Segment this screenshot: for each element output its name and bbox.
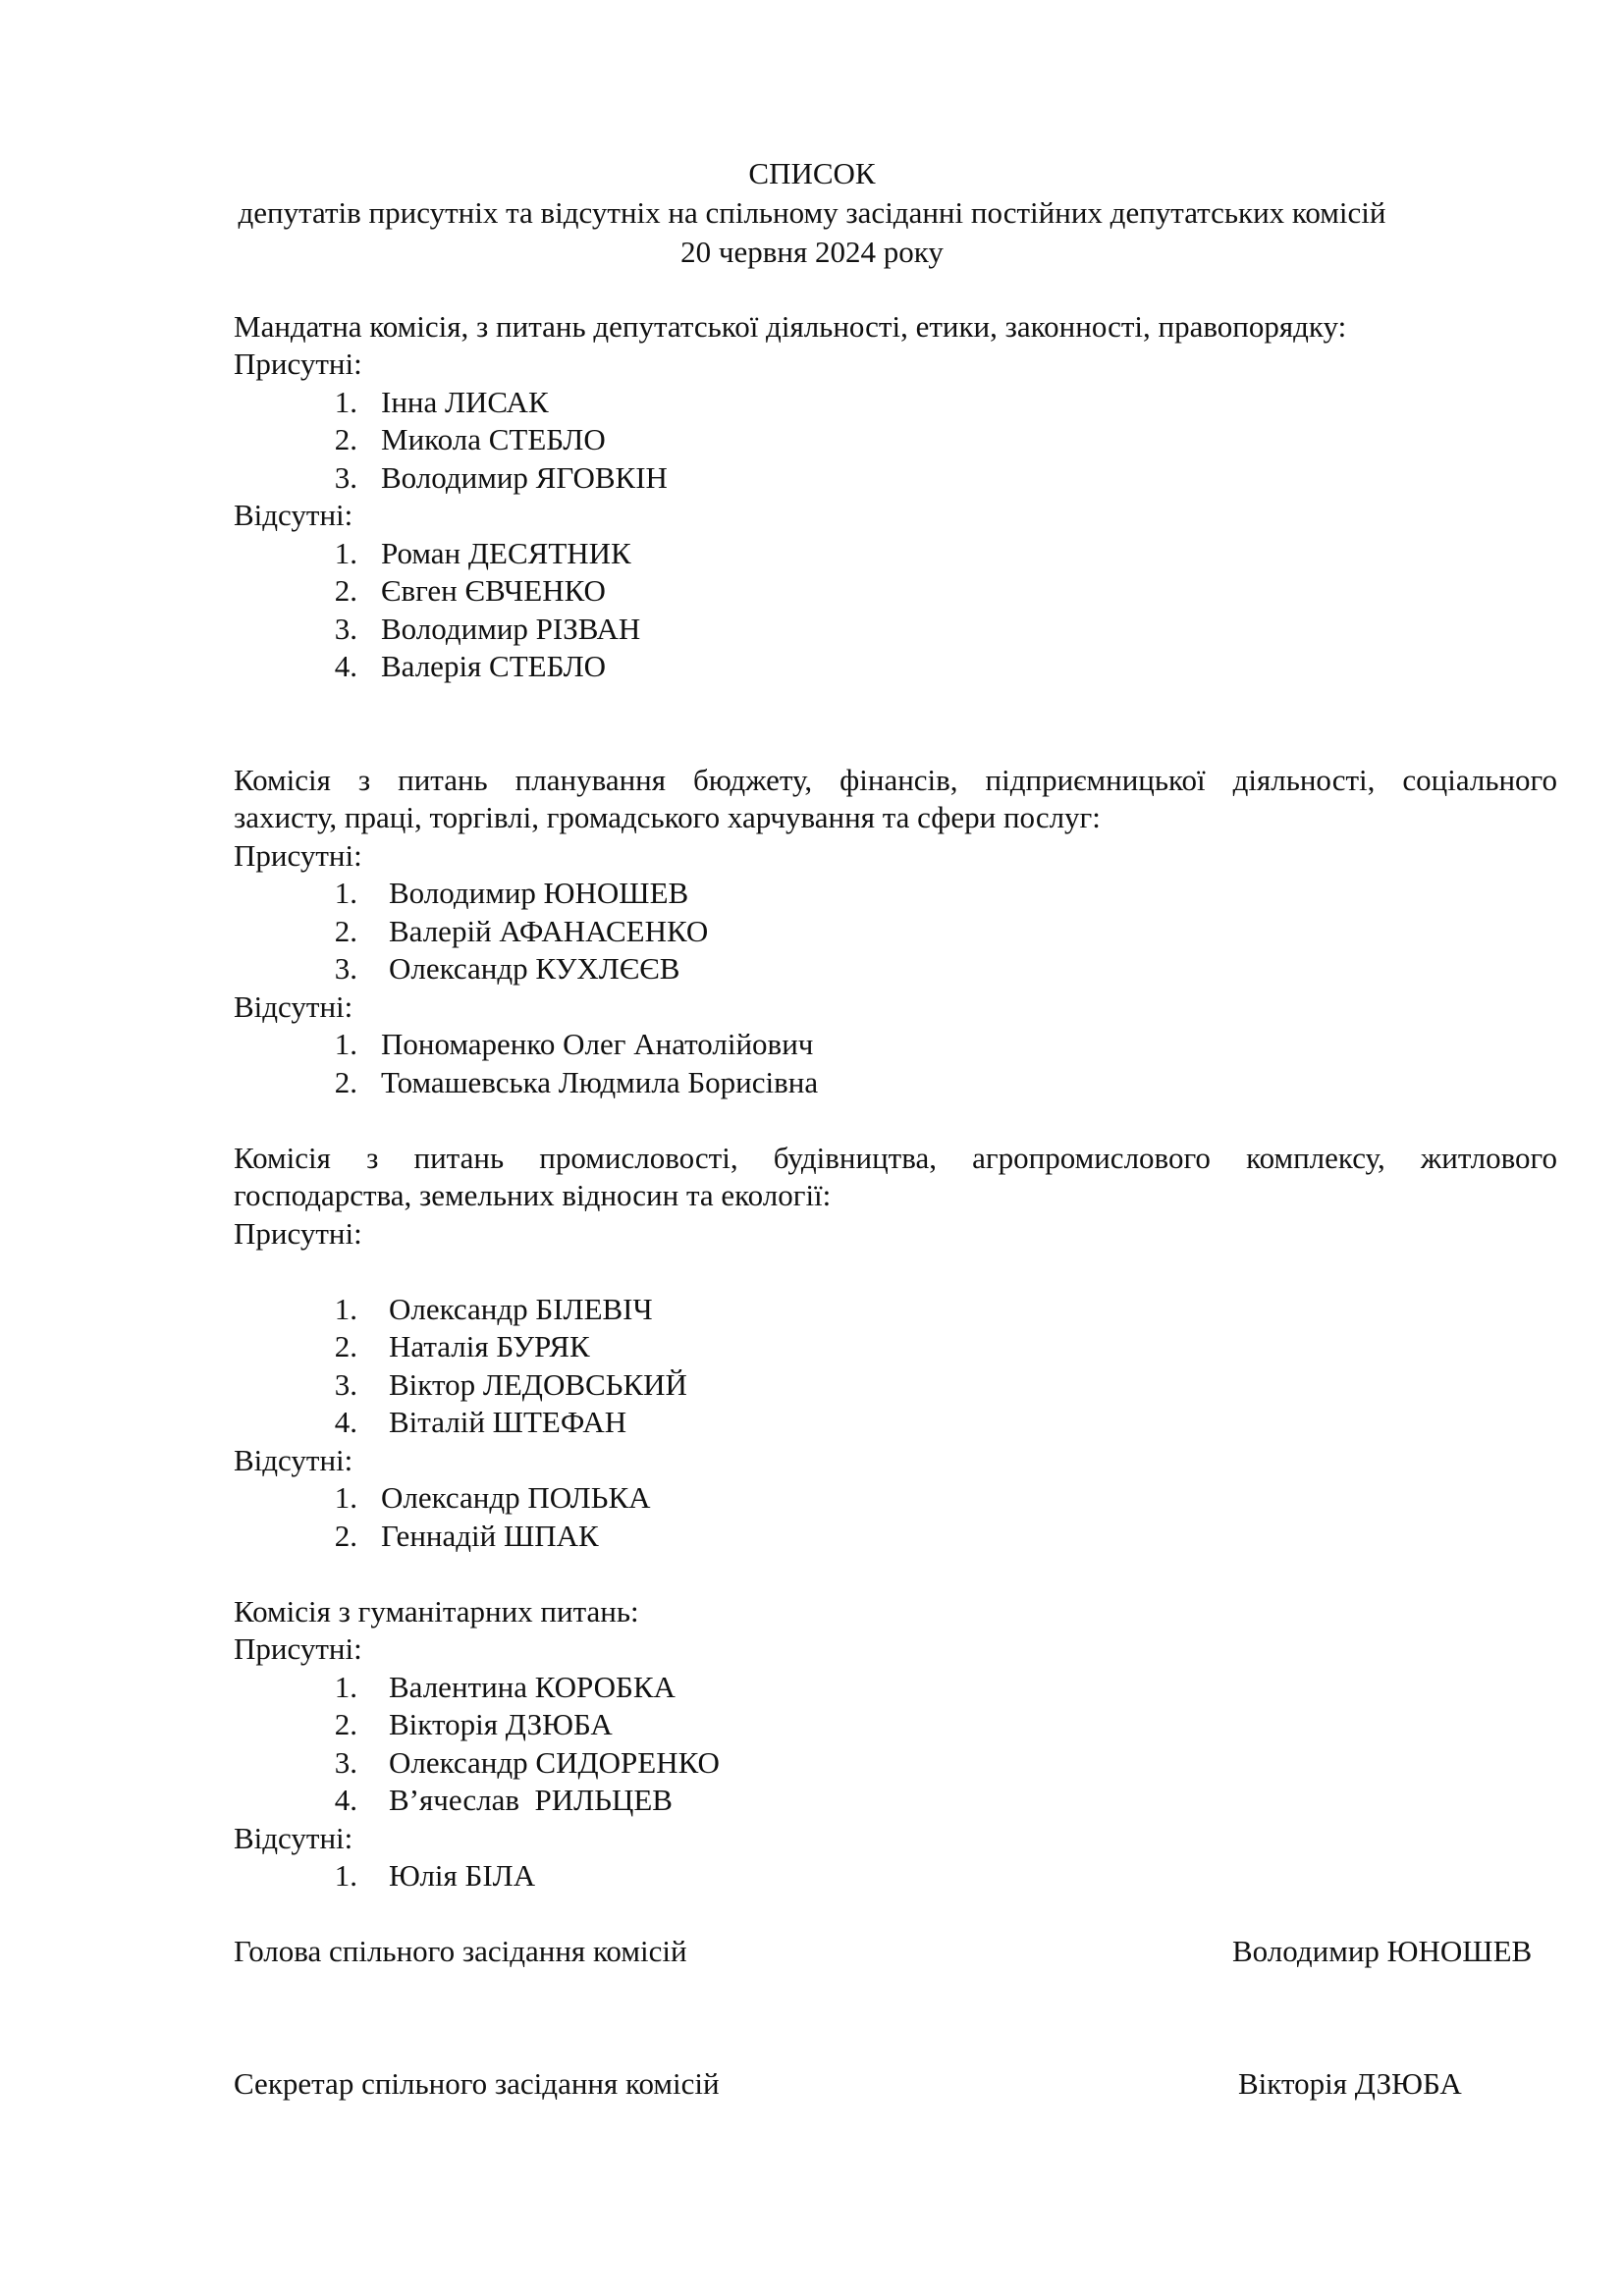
- present-label: Присутні:: [234, 1631, 362, 1666]
- member-name: Володимир ЮНОШЕВ: [389, 876, 689, 910]
- list-number: 1.: [334, 1858, 357, 1893]
- member-name: Віктор ЛЕДОВСЬКИЙ: [389, 1367, 687, 1402]
- member-name: Володимир ЯГОВКІН: [381, 460, 668, 495]
- list-number: 1.: [334, 536, 357, 570]
- commission-title: Мандатна комісія, з питань депутатської діяльності, етики, законності, правопорядку:: [234, 309, 1347, 344]
- secretary-name: Вікторія ДЗЮБА: [1238, 2066, 1462, 2101]
- member-name: Микола СТЕБЛО: [381, 422, 606, 456]
- list-number: 2.: [334, 914, 357, 948]
- list-number: 1.: [334, 1670, 357, 1704]
- present-label: Присутні:: [234, 1216, 362, 1251]
- commission-title-cont: захисту, праці, торгівлі, громадського харчування та сфери послуг:: [234, 800, 1101, 834]
- list-number: 2.: [334, 1065, 357, 1099]
- list-number: 1.: [334, 1292, 357, 1326]
- member-name: Олександр КУХЛЄЄВ: [389, 951, 680, 986]
- list-number: 2.: [334, 1707, 357, 1741]
- member-name: Томашевська Людмила Борисівна: [381, 1065, 819, 1099]
- list-number: 4.: [334, 649, 357, 683]
- secretary-role: Секретар спільного засідання комісій: [234, 2066, 720, 2101]
- commission-title: Комісія з питань промисловості, будівництва, агропромислового комплексу, житлового: [234, 1141, 1557, 1175]
- member-name: Валерій АФАНАСЕНКО: [389, 914, 709, 948]
- chair-name: Володимир ЮНОШЕВ: [1232, 1934, 1533, 1968]
- member-name: Олександр СИДОРЕНКО: [389, 1745, 720, 1780]
- list-number: 2.: [334, 573, 357, 608]
- list-number: 3.: [334, 460, 357, 495]
- list-number: 3.: [334, 1367, 357, 1402]
- absent-label: Відсутні:: [234, 1821, 353, 1855]
- absent-label: Відсутні:: [234, 989, 353, 1024]
- member-name: Інна ЛИСАК: [381, 385, 549, 419]
- member-name: Наталія БУРЯК: [389, 1329, 590, 1363]
- document-subtitle: депутатів присутніх та відсутніх на спільному засіданні постійних депутатських комісій: [238, 195, 1386, 230]
- member-name: Віталій ШТЕФАН: [389, 1405, 627, 1439]
- list-number: 4.: [334, 1783, 357, 1817]
- member-name: Олександр БІЛЕВІЧ: [389, 1292, 653, 1326]
- commission-title-cont: господарства, земельних відносин та екології:: [234, 1178, 832, 1212]
- document-title: СПИСОК: [748, 156, 876, 190]
- member-name: В’ячеслав РИЛЬЦЕВ: [389, 1783, 673, 1817]
- list-number: 2.: [334, 1329, 357, 1363]
- list-number: 2.: [334, 1519, 357, 1553]
- list-number: 1.: [334, 385, 357, 419]
- commission-title: Комісія з питань планування бюджету, фінансів, підприємницької діяльності, соціального: [234, 763, 1557, 797]
- member-name: Геннадій ШПАК: [381, 1519, 599, 1553]
- member-name: Валерія СТЕБЛО: [381, 649, 607, 683]
- chair-role: Голова спільного засідання комісій: [234, 1934, 687, 1968]
- list-number: 2.: [334, 422, 357, 456]
- list-number: 1.: [334, 876, 357, 910]
- absent-label: Відсутні:: [234, 1443, 353, 1477]
- list-number: 1.: [334, 1480, 357, 1515]
- list-number: 3.: [334, 1745, 357, 1780]
- present-label: Присутні:: [234, 838, 362, 873]
- member-name: Євген ЄВЧЕНКО: [381, 573, 606, 608]
- commission-title: Комісія з гуманітарних питань:: [234, 1594, 639, 1629]
- list-number: 3.: [334, 951, 357, 986]
- document-date: 20 червня 2024 року: [680, 235, 944, 269]
- member-name: Юлія БІЛА: [389, 1858, 536, 1893]
- member-name: Вікторія ДЗЮБА: [389, 1707, 613, 1741]
- list-number: 4.: [334, 1405, 357, 1439]
- member-name: Валентина КОРОБКА: [389, 1670, 676, 1704]
- member-name: Пономаренко Олег Анатолійович: [381, 1027, 814, 1061]
- member-name: Володимир РІЗВАН: [381, 612, 641, 646]
- member-name: Роман ДЕСЯТНИК: [381, 536, 631, 570]
- list-number: 1.: [334, 1027, 357, 1061]
- list-number: 3.: [334, 612, 357, 646]
- present-label: Присутні:: [234, 347, 362, 381]
- member-name: Олександр ПОЛЬКА: [381, 1480, 651, 1515]
- absent-label: Відсутні:: [234, 498, 353, 532]
